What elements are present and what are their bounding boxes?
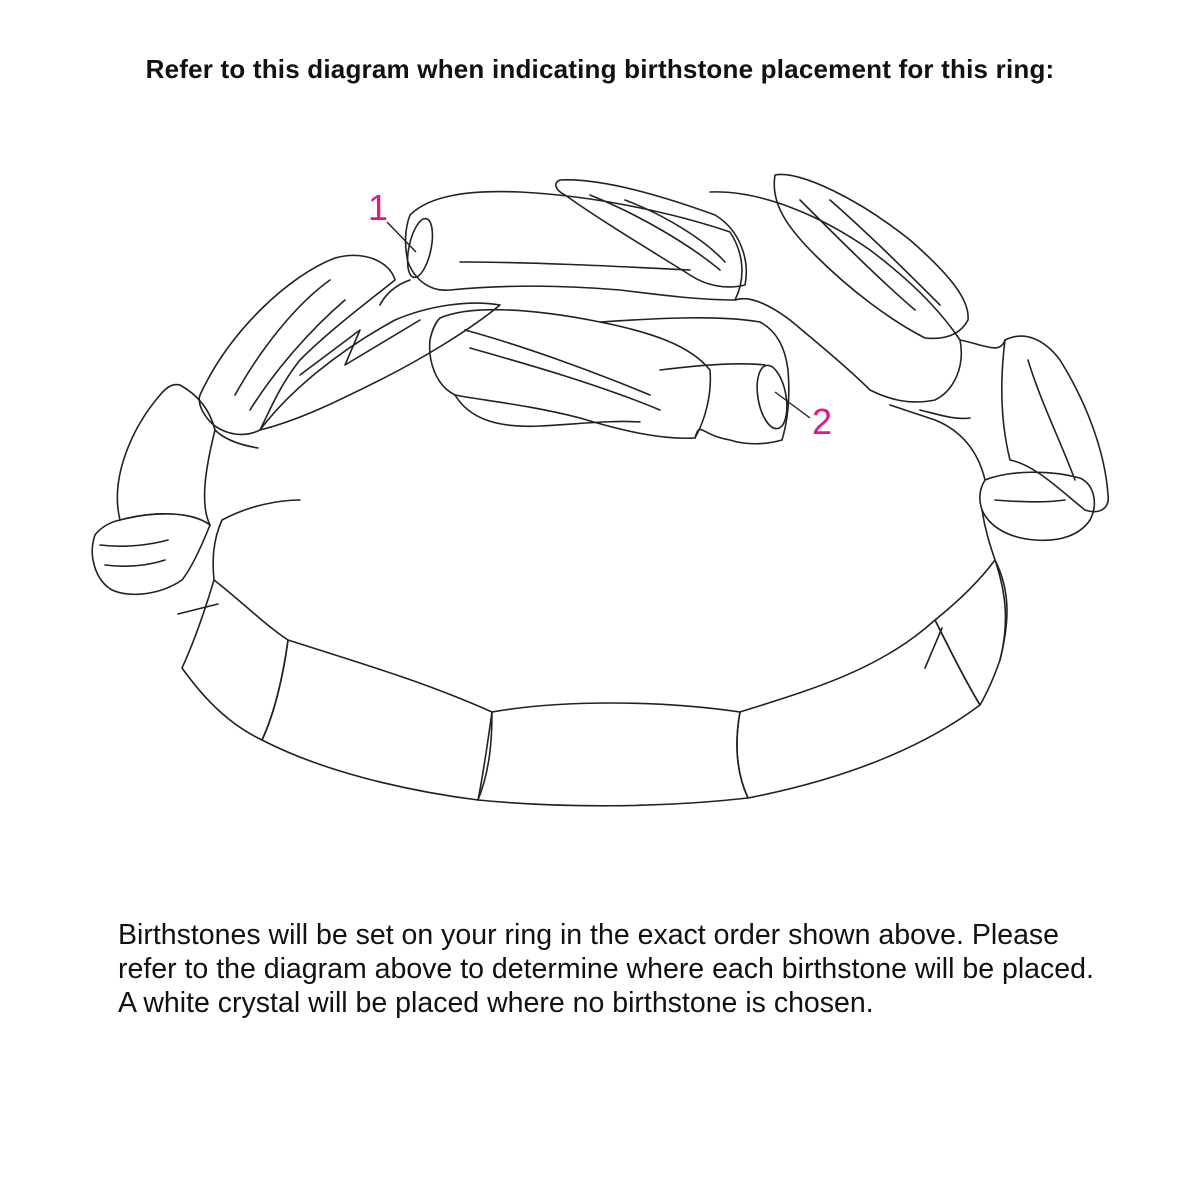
ring-bone-back-top-base <box>380 280 410 305</box>
ring-claw-front <box>430 310 711 439</box>
ring-crease-right-upper <box>1028 360 1075 480</box>
ring-bone-zigzag <box>300 320 420 375</box>
ring-joint-line-right <box>925 628 942 668</box>
ring-bone-back-left-mid <box>260 303 500 430</box>
ring-link-right-upper <box>1002 336 1109 512</box>
ring-link-left-lower <box>182 580 288 740</box>
ring-claw-back-1-crease-2 <box>625 200 725 262</box>
ring-claw-front-crease-1 <box>465 330 650 395</box>
birthstone-setting-2 <box>753 363 792 431</box>
ring-bone-back-left <box>199 255 395 434</box>
ring-bone-crease-2 <box>250 300 345 410</box>
ring-claw-front-crease-2 <box>470 348 660 410</box>
ring-knuckle-left <box>92 514 210 594</box>
ring-link-right-lower <box>935 560 1005 705</box>
ring-link-front-left <box>262 640 492 800</box>
ring-bone-crease-1 <box>235 280 330 395</box>
ring-inner-edge-left <box>213 500 300 580</box>
ring-edge-right-upper <box>890 405 985 480</box>
ring-knuckle-crease-right <box>995 500 1065 502</box>
ring-claw-back-1-crease <box>590 195 720 270</box>
ring-bone-front-top-crease <box>660 364 765 370</box>
ring-link-front-right <box>737 620 980 798</box>
ring-bone-back-top-crease <box>460 262 690 270</box>
marker-2-label: 2 <box>812 401 833 442</box>
ring-bone-illustration <box>92 174 1108 805</box>
ring-link-front-center <box>478 703 748 806</box>
ring-knuckle-crease-left-1 <box>100 540 168 546</box>
ring-knuckle-right <box>980 472 1094 540</box>
ring-claw-back-1 <box>556 180 746 287</box>
ring-edge-right-mid <box>982 510 995 560</box>
marker-1-label: 1 <box>368 187 389 228</box>
ring-joint-line-left <box>178 604 218 614</box>
birthstone-setting-1 <box>403 216 437 279</box>
ring-knuckle-crease-left-2 <box>105 560 165 566</box>
ring-bone-front-top <box>600 318 789 444</box>
ring-bone-back-top <box>406 192 742 300</box>
ring-bone-back-right <box>710 192 961 402</box>
page-heading: Refer to this diagram when indicating birthstone placement for this ring: <box>145 54 1055 84</box>
marker-2-leader-line <box>775 392 810 418</box>
instructions-text: Birthstones will be set on your ring in the exact order shown above. Please refer to the diagram above to determine where each birthstone will be placed. A white crystal will be placed where no birthstone is chosen. <box>118 919 1094 1019</box>
ring-bone-back-right-end <box>960 340 1005 348</box>
